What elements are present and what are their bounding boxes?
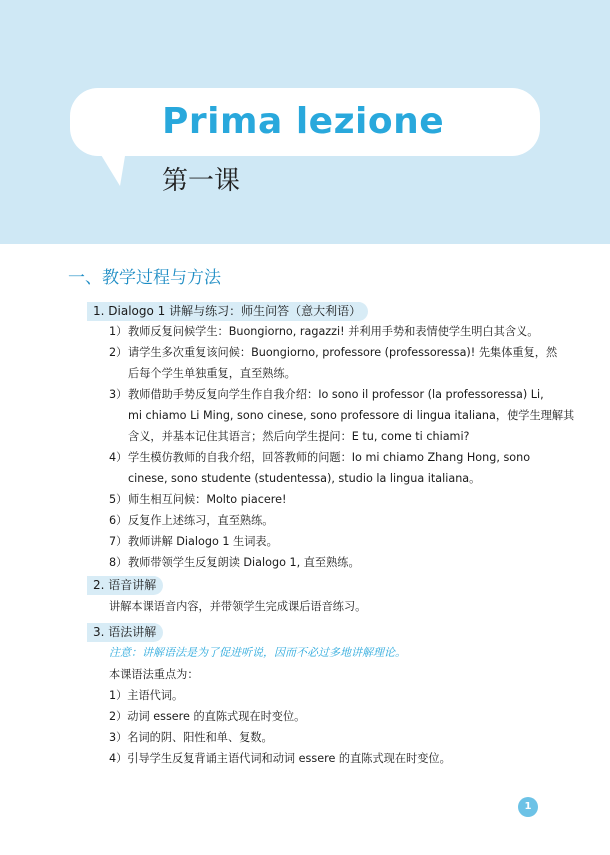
- step-line: 师生相互问候：Molto piacere!: [128, 493, 287, 506]
- item-heading-dialogo: 1. Dialogo 1 讲解与练习：师生问答（意大利语）: [87, 302, 368, 321]
- step-number: 7）: [109, 535, 128, 548]
- step-number: 5）: [109, 493, 128, 506]
- step-line: mi chiamo Li Ming, sono cinese, sono professore di lingua italiana，使学生理解其: [128, 409, 575, 422]
- step-line: 后每个学生单独重复，直至熟练。: [128, 367, 296, 380]
- speech-bubble-tail: [98, 150, 126, 186]
- grammar-point: 2）动词 essere 的直陈式现在时变位。: [109, 710, 306, 723]
- page-number-badge: 1: [518, 797, 538, 817]
- step-line: 反复作上述练习，直至熟练。: [128, 514, 274, 527]
- step-number: 6）: [109, 514, 128, 527]
- item-text: 讲解本课语音内容，并带领学生完成课后语音练习。: [109, 600, 367, 613]
- step-line: 教师讲解 Dialogo 1 生词表。: [128, 535, 278, 548]
- item-heading-grammar: 3. 语法讲解: [87, 623, 163, 642]
- step-number: 4）: [109, 451, 128, 464]
- lesson-title-italian: Prima lezione: [162, 101, 445, 142]
- step-number: 8）: [109, 556, 128, 569]
- section-title: 一、教学过程与方法: [68, 268, 221, 288]
- step-line: 教师带领学生反复朗读 Dialogo 1, 直至熟练。: [128, 556, 360, 569]
- grammar-point: 3）名词的阴、阳性和单、复数。: [109, 731, 273, 744]
- item-heading-pronunciation: 2. 语音讲解: [87, 576, 163, 595]
- step-number: 3）: [109, 388, 128, 401]
- step-number: 1）: [109, 325, 128, 338]
- step-line: 学生模仿教师的自我介绍，回答教师的问题：Io mi chiamo Zhang Hong, sono: [128, 451, 531, 464]
- step-line: 含义，并基本记住其语言；然后向学生提问：E tu, come ti chiami?: [128, 430, 470, 443]
- step-line: 教师借助手势反复向学生作自我介绍：Io sono il professor (la professoressa) Li,: [128, 388, 544, 401]
- step-line: cinese, sono studente (studentessa), studio la lingua italiana。: [128, 472, 481, 485]
- step-line: 请学生多次重复该问候：Buongiorno, professore (professoressa)! 先集体重复，然: [128, 346, 558, 359]
- grammar-intro: 本课语法重点为：: [109, 668, 199, 681]
- grammar-point: 1）主语代词。: [109, 689, 184, 702]
- step-line: 教师反复问候学生：Buongiorno, ragazzi! 并利用手势和表情使学生明白其含义。: [128, 325, 539, 338]
- grammar-point: 4）引导学生反复背诵主语代词和动词 essere 的直陈式现在时变位。: [109, 752, 451, 765]
- grammar-note: 注意：讲解语法是为了促进听说，因而不必过多地讲解理论。: [109, 646, 406, 659]
- step-number: 2）: [109, 346, 128, 359]
- page-header: [0, 0, 610, 244]
- lesson-title-chinese: 第一课: [162, 166, 241, 196]
